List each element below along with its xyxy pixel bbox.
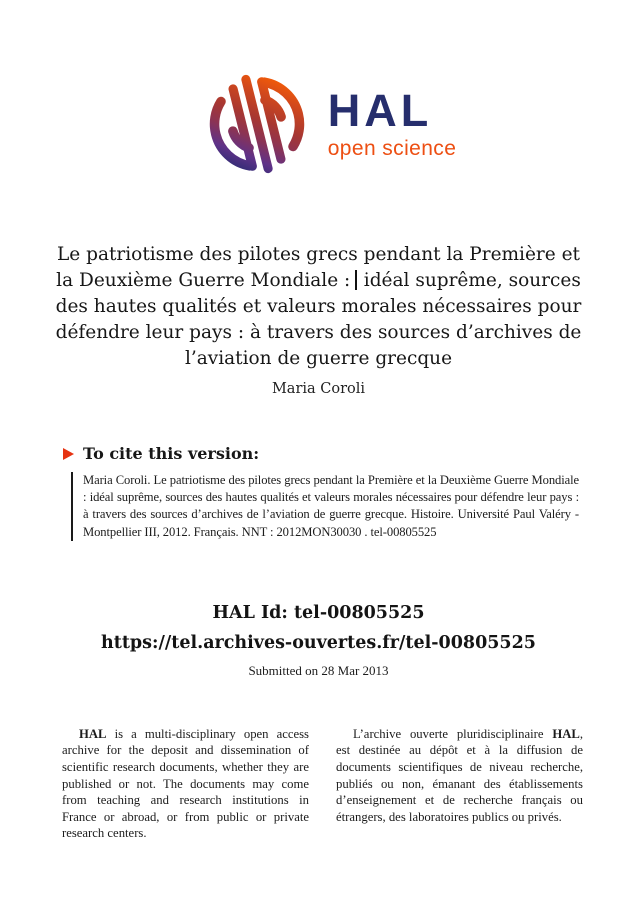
footer-english-paragraph xyxy=(62,726,309,842)
title-line-2-before: la Deuxième Guerre Mondiale : xyxy=(56,270,351,291)
author-name: Maria Coroli xyxy=(271,381,366,397)
title-line-4: défendre leur pays : à travers des sources d’archives de xyxy=(55,322,582,343)
footer-french-prefix: L’archive ouverte pluridisciplinaire xyxy=(353,726,553,741)
title-line-1: Le patriotisme des pilotes grecs pendant la Première et xyxy=(57,244,580,265)
triangle-right-icon xyxy=(63,448,74,460)
hal-url-link[interactable]: https://tel.archives-ouvertes.fr/tel-00805525 xyxy=(101,632,536,653)
cite-heading-label: To cite this version: xyxy=(83,444,260,463)
hal-logo xyxy=(22,0,637,176)
footer-french-text: , est destinée au dépôt et à la diffusion de documents scientifiques de niveau recherche, publiés ou non, émanant des établissements d’enseignement et de recherche français ou étrangers, des laboratoires publics ou privés. xyxy=(336,726,583,824)
hal-id-label: HAL Id: tel-00805525 xyxy=(212,602,425,623)
footer-french-bold-hal: HAL xyxy=(552,726,580,741)
text-cursor-artifact xyxy=(355,270,357,290)
hal-id-section xyxy=(0,603,637,679)
submission-date: Submitted on 28 Mar 2013 xyxy=(248,662,389,678)
hal-tagline: open science xyxy=(327,136,457,160)
hal-logo-text xyxy=(327,84,457,161)
cite-section-heading xyxy=(63,444,637,463)
title-line-2-after: idéal suprême, sources xyxy=(363,270,581,291)
title-line-3: des hautes qualités et valeurs morales nécessaires pour xyxy=(55,296,582,317)
document-title xyxy=(26,242,611,372)
footer-french-paragraph xyxy=(336,726,583,842)
title-line-2 xyxy=(26,268,611,294)
footer-abstracts xyxy=(62,726,583,842)
footer-english-text: is a multi-disciplinary open access archive for the deposit and dissemination of scientific research documents, whether they are published or not. The documents may come from teaching and research institutions in France or abroad, or from public or private research centers. xyxy=(62,726,309,841)
title-line-5: l’aviation de guerre grecque xyxy=(184,348,453,369)
hal-wordmark: HAL xyxy=(327,84,433,136)
hal-logo-icon xyxy=(203,72,311,176)
citation-block: Maria Coroli. Le patriotisme des pilotes grecs pendant la Première et la Deuxième Guerre Mondiale : idéal suprême, sources des hautes qualités et valeurs morales nécessaires pour défendre leur pays : à travers des sources d’archives de l’aviation de guerre grecque. Histoire. Université Paul Valéry - Montpellier III, 2012. Français. NNT : 2012MON30030 . tel-00805525 xyxy=(71,472,579,541)
footer-english-bold-hal: HAL xyxy=(79,726,107,741)
